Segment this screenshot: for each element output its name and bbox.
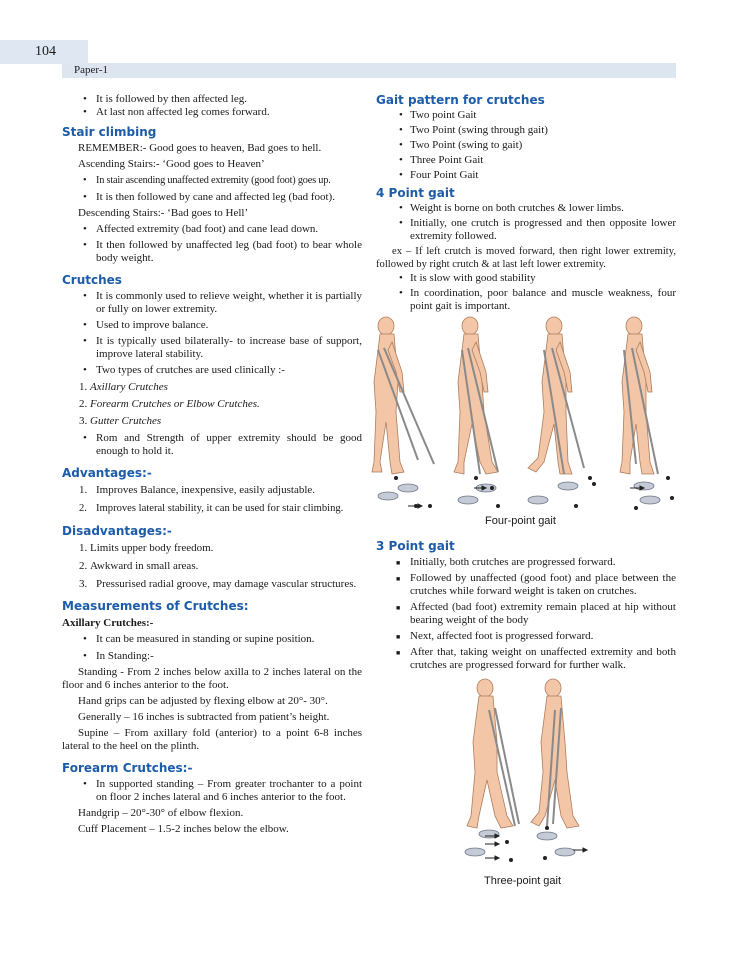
paper-header-bar: [62, 63, 676, 78]
list-item: • Two point Gait: [376, 109, 676, 122]
list-number: 1.: [79, 542, 88, 554]
list-number: 2.: [79, 560, 88, 572]
three-point-caption: Three-point gait: [484, 875, 562, 887]
forearm-heading: Forearm Crutches:-: [62, 761, 193, 775]
list-item: ■ Next, affected foot is progressed forward.: [376, 630, 676, 643]
list-item: ■ Initially, both crutches are progressed forward.: [376, 556, 676, 569]
crutch-type: Forearm Crutches or Elbow Crutches.: [90, 398, 260, 410]
crutches-heading: Crutches: [62, 273, 122, 287]
gait-pattern-heading: Gait pattern for crutches: [376, 93, 545, 107]
axillary-subheading: Axillary Crutches:-: [62, 617, 154, 629]
right-column: [376, 93, 676, 313]
list-item: • Affected extremity (bad foot) and cane lead down.: [62, 223, 362, 236]
list-item: ■ Followed by unaffected (good foot) and place between the crutches while forward weight is taken on crutches.: [376, 572, 676, 598]
list-item: • Four Point Gait: [376, 169, 676, 182]
list-item: • Two Point (swing to gait): [376, 139, 676, 152]
four-point-gait-figure: [368, 312, 678, 517]
disadvantages-heading: Disadvantages:-: [62, 524, 172, 538]
three-point-gait-figure: [455, 676, 605, 872]
three-point-section: [376, 539, 676, 672]
left-column: [62, 93, 362, 836]
four-point-caption: Four-point gait: [485, 515, 556, 527]
advantage-text: Improves Balance, inexpensive, easily adjustable.: [96, 484, 316, 496]
handgrips-text: Hand grips can be adjusted by flexing elbow at 20°- 30°.: [78, 695, 328, 707]
handgrip-text: Handgrip – 20°-30° of elbow flexion.: [78, 807, 244, 819]
list-item: • It is slow with good stability: [376, 272, 676, 285]
list-item: • It is followed by then affected leg.: [62, 93, 362, 106]
crutch-tips: [505, 826, 549, 862]
stair-climbing-heading: Stair climbing: [62, 125, 157, 139]
list-item: • In coordination, poor balance and muscle weakness, four point gait is important.: [376, 287, 676, 313]
walker-figure-1: [372, 317, 404, 474]
list-item: ■ Affected (bad foot) extremity remain placed at hip without bearing weight of the body: [376, 601, 676, 627]
list-number: 2.: [79, 398, 88, 410]
supine-text: Supine – From axillary fold (anterior) to a point 6-8 inches lateral to the heel on the plinth.: [62, 727, 362, 752]
direction-arrows: [485, 834, 587, 860]
list-item: • Initially, one crutch is progressed and then opposite lower extremity followed.: [376, 217, 676, 243]
crutch-tips: [394, 476, 674, 510]
list-item: ■ After that, taking weight on unaffected extremity and both crutches are progressed forward for further walk.: [376, 646, 676, 672]
crutch-type: Gutter Crutches: [90, 415, 162, 427]
example-text: ex – If left crutch is moved forward, then right lower extremity, followed by right crutch & at last left lower extremity.: [376, 246, 676, 270]
disadvantage-text: Limits upper body freedom.: [90, 542, 214, 554]
measurements-heading: Measurements of Crutches:: [62, 599, 249, 613]
list-item: • It is then followed by cane and affected leg (bad foot).: [62, 191, 362, 204]
descending-text: Descending Stairs:- ‘Bad goes to Hell’: [78, 207, 249, 219]
list-item: • It is commonly used to relieve weight, whether it is partially or fully on lower extremity.: [62, 290, 362, 316]
list-item: • It is typically used bilaterally- to increase base of support, improve lateral stability.: [62, 335, 362, 361]
list-number: 3.: [79, 415, 88, 427]
crutch-type: Axillary Crutches: [90, 381, 168, 393]
list-item: • In stair ascending unaffected extremity (good foot) goes up.: [62, 174, 362, 187]
standing-text: Standing - From 2 inches below axilla to 2 inches lateral on the floor and 6 inches anterior to the foot.: [62, 666, 362, 691]
advantage-text: Improves lateral stability, it can be used for stair climbing.: [96, 503, 344, 514]
list-item: • Three Point Gait: [376, 154, 676, 167]
page-number: 104: [35, 44, 56, 59]
advantages-heading: Advantages:-: [62, 466, 152, 480]
list-item: • Used to improve balance.: [62, 319, 362, 332]
list-item: • In Standing:-: [62, 650, 362, 663]
crutches: [378, 348, 658, 474]
list-item: • At last non affected leg comes forward.: [62, 106, 362, 119]
list-item: • Two types of crutches are used clinically :-: [62, 364, 362, 377]
list-item: • Two Point (swing through gait): [376, 124, 676, 137]
footprints: [465, 830, 575, 856]
disadvantage-text: Awkward in small areas.: [90, 560, 199, 572]
walker-figure-1: [467, 679, 513, 828]
direction-arrows: [408, 486, 644, 508]
cuff-text: Cuff Placement – 1.5-2 inches below the elbow.: [78, 823, 289, 835]
ascending-text: Ascending Stairs:- ‘Good goes to Heaven’: [78, 158, 265, 170]
four-point-heading: 4 Point gait: [376, 186, 455, 200]
list-item: • In supported standing – From greater trochanter to a point on floor 2 inches lateral and 6 inches anterior to the foot.: [62, 778, 362, 804]
list-number: 3.: [79, 578, 88, 590]
list-number: 2.: [79, 503, 87, 514]
list-item: • It can be measured in standing or supine position.: [62, 633, 362, 646]
paper-label: Paper-1: [74, 64, 108, 76]
generally-text: Generally – 16 inches is subtracted from patient’s height.: [78, 711, 330, 723]
list-item: • Rom and Strength of upper extremity should be good enough to hold it.: [62, 432, 362, 458]
walker-figure-4: [620, 317, 654, 474]
list-number: 1.: [79, 381, 88, 393]
three-point-heading: 3 Point gait: [376, 539, 455, 553]
disadvantage-text: Pressurised radial groove, may damage vascular structures.: [96, 578, 357, 590]
list-number: 1.: [79, 484, 88, 496]
footprints: [378, 482, 660, 504]
list-item: • Weight is borne on both crutches & lower limbs.: [376, 202, 676, 215]
remember-text: REMEMBER:- Good goes to heaven, Bad goes to hell.: [78, 142, 322, 154]
list-item: • It then followed by unaffected leg (bad foot) to bear whole body weight.: [62, 239, 362, 265]
